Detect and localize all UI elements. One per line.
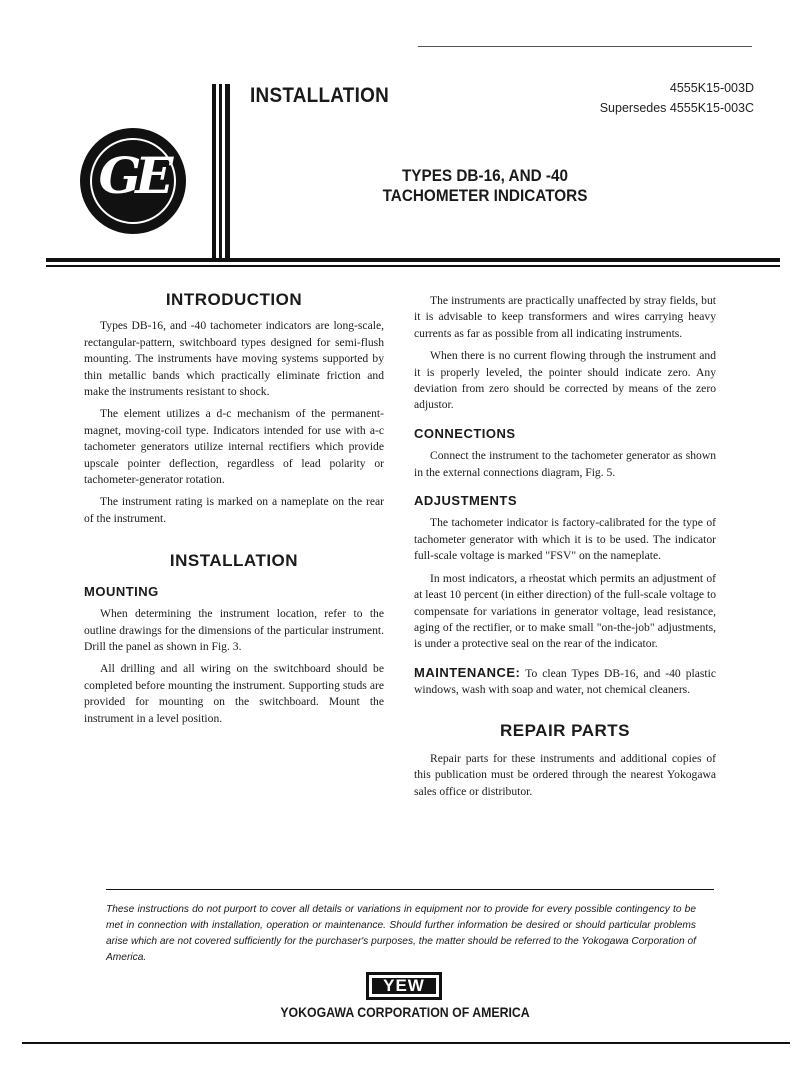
header-rule-thick (46, 258, 780, 262)
maintenance-label: MAINTENANCE: (414, 664, 521, 680)
right-column (414, 293, 716, 806)
disclaimer-text: These instructions do not purport to cover all details or variations in equipment nor to provide for every possible contingency to be met in connection with installation, operation or maintenance. Should further information be desired or should particular problems arise which are not covered sufficiently for the purchaser's purposes, the matter should be referred to the Yokogawa Corporation of America. (106, 904, 696, 963)
installation-heading: INSTALLATION (169, 551, 299, 571)
document-subtitle-line2: TACHOMETER INDICATORS (382, 186, 588, 205)
paragraph: All drilling and all wiring on the switchboard should be completed before mounting the instrument. Supporting studs are provided for mounting on the switchboard. Mount the instrument in a level position. (84, 662, 384, 725)
left-column (84, 292, 384, 733)
paragraph: In most indicators, a rheostat which permits an adjustment of at least 10 percent (in either direction) of the full-scale voltage to compensate for variations in generator voltage, lead resistance, aging of the rectifier, or to make small "on-the-job" adjustments, is under a protective seal on the rear of the indicator. (414, 571, 716, 651)
yew-logo-icon: YEW (366, 972, 442, 1000)
document-subtitle-line1: TYPES DB-16, AND -40 (401, 166, 569, 185)
footer-rule (106, 889, 714, 890)
paragraph: When there is no current flowing through the instrument and it is properly leveled, the pointer should indicate zero. Any deviation from zero should be corrected by means of the zero adjustor. (414, 349, 716, 412)
header-rule-thin (46, 265, 780, 267)
header-vertical-bar (219, 84, 222, 260)
paragraph: When determining the instrument location, refer to the outline drawings for the dimensions of the particular instrument. Drill the panel as shown in Fig. 3. (84, 607, 384, 653)
paragraph: The element utilizes a d-c mechanism of the permanent-magnet, moving-coil type. Indicators intended for use with a-c tachometer generators utilize internal rectifiers which provide upscale pointer deflection, regardless of lead polarity or tachometer-generator rotation. (84, 407, 384, 487)
introduction-heading: INTRODUCTION (165, 290, 303, 309)
header-vertical-bar (225, 84, 230, 260)
paragraph: Types DB-16, and -40 tachometer indicators are long-scale, rectangular-pattern, switchboard types designed for semi-flush mounting. The instruments have moving systems supported by thin metallic bands which practically eliminate friction and make the instruments resistant to shock. (84, 319, 384, 399)
top-rule (418, 46, 752, 47)
bottom-rule (22, 1042, 790, 1044)
paragraph: The tachometer indicator is factory-calibrated for the type of tachometer generator with which it is to be used. The indicator full-scale voltage is marked "FSV" on the nameplate. (414, 516, 716, 563)
ge-logo-icon: GE (80, 128, 186, 234)
adjustments-heading: ADJUSTMENTS (414, 493, 518, 509)
header-vertical-bar (212, 84, 216, 260)
maintenance-text: To clean Types DB-16, and -40 plastic windows, wash with soap and water, not chemical cleaners. (414, 666, 716, 697)
mounting-heading: MOUNTING (84, 583, 159, 599)
paragraph: The instrument rating is marked on a nameplate on the rear of the instrument. (84, 495, 384, 525)
paragraph: The instruments are practically unaffected by stray fields, but it is advisable to keep transformers and wires carrying heavy currents as far as possible from all indicating instruments. (414, 294, 716, 340)
maintenance-paragraph (414, 665, 716, 699)
paragraph: Connect the instrument to the tachometer generator as shown in the external connections diagram, Fig. 5. (414, 449, 716, 479)
repair-parts-heading: REPAIR PARTS (499, 720, 631, 740)
paragraph: Repair parts for these instruments and additional copies of this publication must be ordered through the nearest Yokogawa sales office or distributor. (414, 751, 716, 798)
supersedes-number: Supersedes 4555K15-003C (599, 101, 754, 115)
connections-heading: CONNECTIONS (414, 425, 516, 441)
document-number: 4555K15-003D (669, 81, 754, 95)
company-name: YOKOGAWA CORPORATION OF AMERICA (280, 1004, 530, 1020)
header-title: INSTALLATION (250, 84, 390, 107)
